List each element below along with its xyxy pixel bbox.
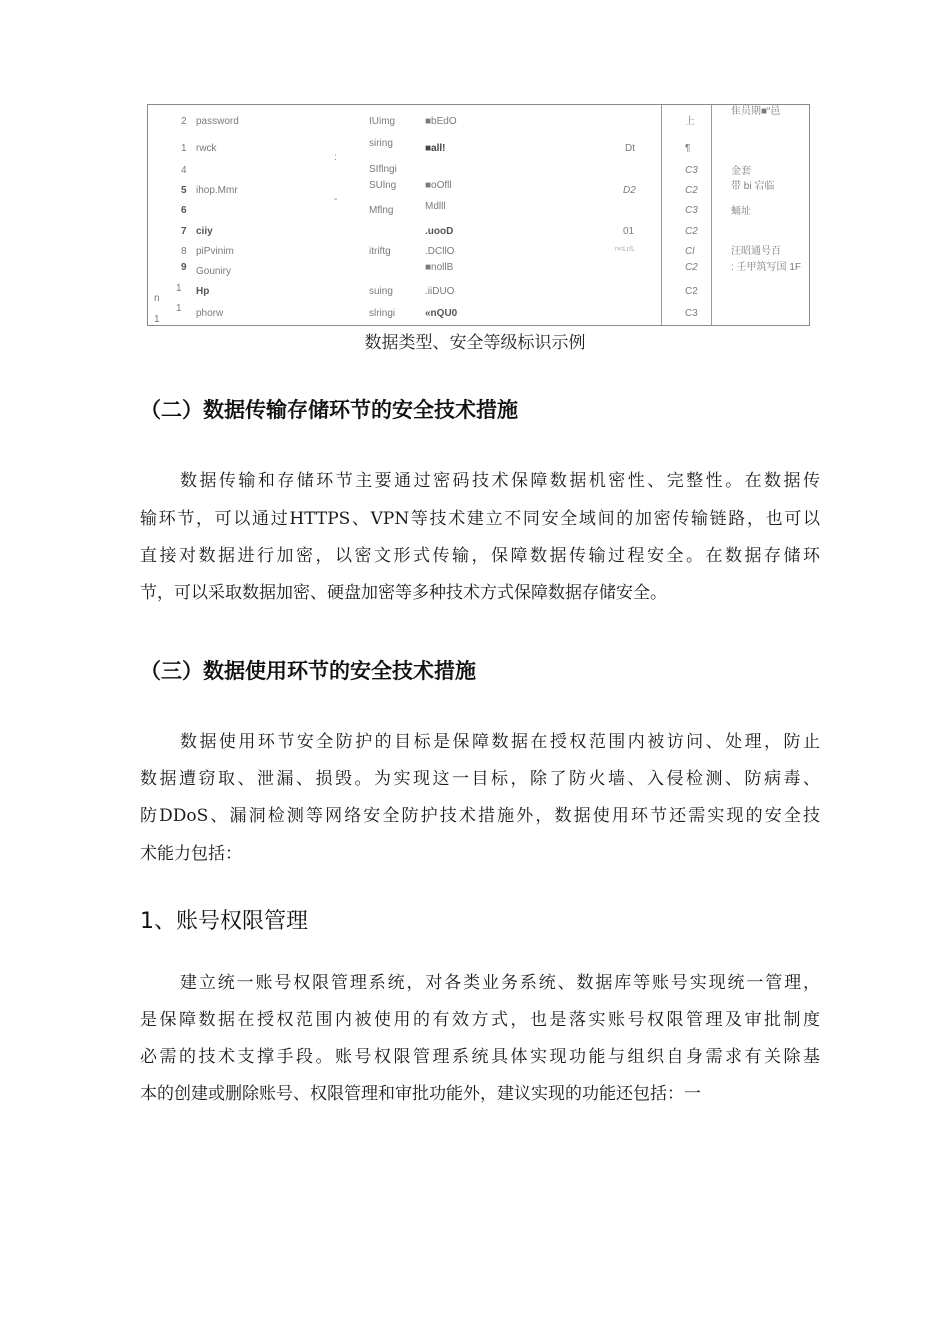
field-value: ■nollB xyxy=(425,262,454,273)
field-note: 金套 xyxy=(731,166,751,177)
table-divider xyxy=(661,105,662,325)
security-level: C3 xyxy=(685,205,698,216)
security-level: C3 xyxy=(685,165,698,176)
paragraph-line: 数据使用环节安全防护的目标是保障数据在授权范围内被访问、处理，防止 xyxy=(180,732,820,752)
field-name: phorw xyxy=(196,308,224,319)
field-type: suing xyxy=(369,286,393,297)
field-code: n<Lr/L xyxy=(615,246,636,253)
field-name: ihop.Mmr xyxy=(196,185,238,196)
field-mark: - xyxy=(334,194,338,205)
field-note: 蛹址 xyxy=(731,206,751,217)
row-number: 6 xyxy=(181,205,187,216)
field-type: slringi xyxy=(369,308,396,319)
section-heading: （二）数据传输存储环节的安全技术措施 xyxy=(140,398,518,422)
security-level: C2 xyxy=(685,286,698,297)
field-note: : 壬甲筑写国 1F xyxy=(731,262,802,273)
row-number: 9 xyxy=(181,262,187,273)
field-value: .DCllO xyxy=(425,246,455,257)
field-type: itriftg xyxy=(369,246,391,257)
field-value: .uooD xyxy=(425,226,454,237)
row-mark: 1 xyxy=(154,314,160,325)
security-level: C2 xyxy=(685,226,698,237)
field-value: Mdlll xyxy=(425,201,446,212)
row-number: 1 xyxy=(176,283,182,294)
field-type: SUlng xyxy=(369,180,397,191)
field-name: Gouniry xyxy=(196,266,232,277)
security-level: ¶ xyxy=(685,143,691,154)
paragraph-line: 术能力包括： xyxy=(140,844,242,864)
data-classification-figure xyxy=(147,104,810,326)
row-number: 2 xyxy=(181,116,187,127)
row-mark: n xyxy=(154,293,160,304)
field-type: IUimg xyxy=(369,116,396,127)
field-name: Hp xyxy=(196,286,210,297)
field-value: ■bEdO xyxy=(425,116,457,127)
field-value: ■oOfll xyxy=(425,180,452,191)
row-number: 7 xyxy=(181,226,187,237)
field-note: 带 bi 宕临 xyxy=(731,181,775,192)
subsection-heading: 1、账号权限管理 xyxy=(140,909,308,934)
field-code: 01 xyxy=(623,226,635,237)
paragraph-line: 节，可以采取数据加密、硬盘加密等多种技术方式保障数据存储安全。 xyxy=(140,583,667,603)
security-level: C2 xyxy=(685,185,698,196)
field-value: .iiDUO xyxy=(425,286,455,297)
field-type: SIflngi xyxy=(369,164,397,175)
paragraph-line: 输环节，可以通过HTTPS、VPN等技术建立不同安全域间的加密传输链路，也可以 xyxy=(140,509,820,529)
security-level: C2 xyxy=(685,262,698,273)
field-type: Mflng xyxy=(369,205,394,216)
row-number: 4 xyxy=(181,165,187,176)
security-level: 上 xyxy=(685,116,695,127)
paragraph-line: 直接对数据进行加密，以密文形式传输，保障数据传输过程安全。在数据存储环 xyxy=(140,546,820,566)
field-note: 汪昭通号百 xyxy=(731,246,781,257)
field-name: password xyxy=(196,116,239,127)
security-level: C3 xyxy=(685,308,698,319)
row-number: 8 xyxy=(181,246,187,257)
row-number: 1 xyxy=(181,143,187,154)
paragraph-line: 是保障数据在授权范围内被使用的有效方式，也是落实账号权限管理及审批制度 xyxy=(140,1010,820,1030)
field-name: ciiy xyxy=(196,226,213,237)
paragraph-line: 必需的技术支撑手段。账号权限管理系统具体实现功能与组织自身需求有关除基 xyxy=(140,1047,820,1067)
paragraph-line: 建立统一账号权限管理系统，对各类业务系统、数据库等账号实现统一管理， xyxy=(180,973,820,993)
field-value: «nQU0 xyxy=(425,308,458,319)
field-name: rwck xyxy=(196,143,217,154)
table-divider xyxy=(711,105,712,325)
field-code: D2 xyxy=(623,185,636,196)
figure-caption: 数据类型、安全等级标识示例 xyxy=(364,333,586,353)
paragraph-line: 防DDoS、漏洞检测等网络安全防护技术措施外，数据使用环节还需实现的安全技 xyxy=(140,806,820,826)
row-number: 1 xyxy=(176,303,182,314)
section-heading: （三）数据使用环节的安全技术措施 xyxy=(140,659,476,683)
row-number: 5 xyxy=(181,185,187,196)
field-name: piPvinim xyxy=(196,246,234,257)
paragraph-line: 数据遭窃取、泄漏、损毁。为实现这一目标，除了防火墙、入侵检测、防病毒、 xyxy=(140,769,820,789)
paragraph-line: 数据传输和存储环节主要通过密码技术保障数据机密性、完整性。在数据传 xyxy=(180,471,820,491)
field-type: siring xyxy=(369,138,393,149)
paragraph-line: 本的创建或删除账号、权限管理和审批功能外，建议实现的功能还包括：一 xyxy=(140,1084,701,1104)
field-note: 隹员期■“邑 xyxy=(731,106,781,117)
field-code: Dt xyxy=(625,143,635,154)
field-mark: : xyxy=(334,152,337,163)
security-level: Cl xyxy=(685,246,695,257)
field-value: ■all! xyxy=(425,143,446,154)
